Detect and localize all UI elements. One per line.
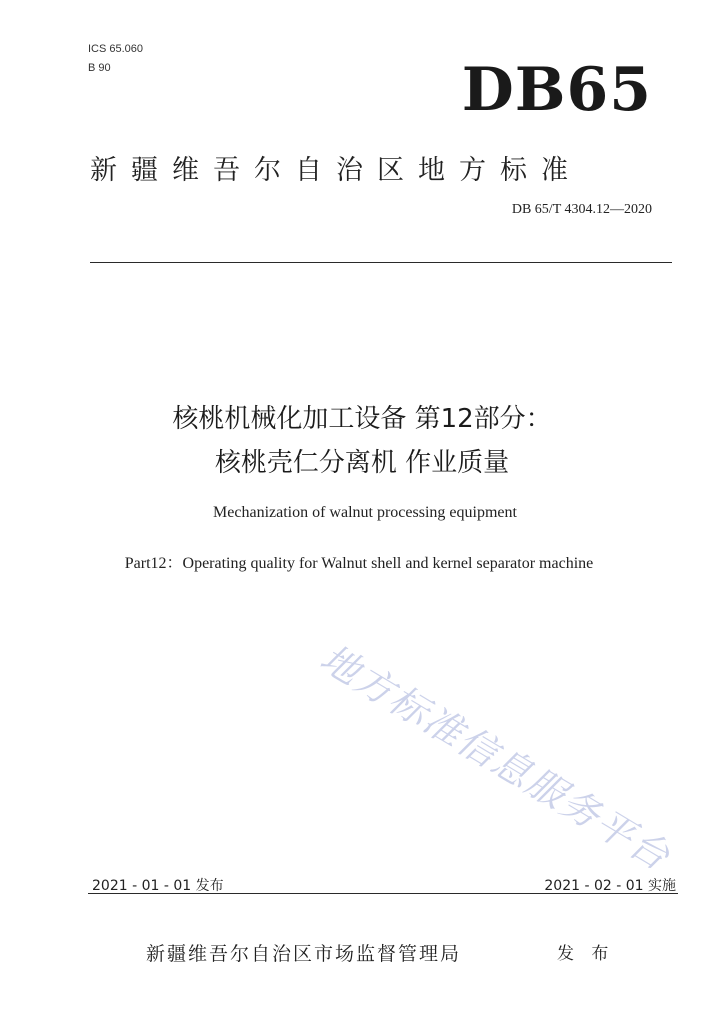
document-title-line2: 核桃壳仁分离机 作业质量 — [214, 448, 510, 478]
issuing-authority-title: 新疆维吾尔自治区地方标准 — [90, 155, 582, 186]
watermark — [312, 628, 683, 881]
english-title-line2: Part12：Operating quality for Walnut shell and kernel separator machine — [124, 555, 594, 572]
watermark-text: 地方标准信息服务平台 — [312, 635, 679, 880]
standard-logo: DB65 — [461, 55, 652, 125]
english-title-line1: Mechanization of walnut processing equipment — [213, 504, 517, 521]
classification-codes — [88, 40, 143, 78]
publisher-name: 新疆维吾尔自治区市场监督管理局 — [146, 943, 462, 965]
footer-divider — [88, 893, 678, 894]
ics-code: ICS 65.060 — [88, 43, 144, 55]
publish-label: 发 布 — [557, 944, 615, 964]
document-title-line1: 核桃机械化加工设备 第12部分： — [172, 404, 552, 434]
implementation-date: 2021 - 02 - 01 实施 — [544, 878, 676, 894]
ccs-code: B 90 — [88, 62, 111, 74]
issue-date: 2021 - 01 - 01 发布 — [92, 878, 224, 894]
header-divider — [90, 262, 672, 263]
standard-number: DB 65/T 4304.12—2020 — [511, 202, 652, 217]
